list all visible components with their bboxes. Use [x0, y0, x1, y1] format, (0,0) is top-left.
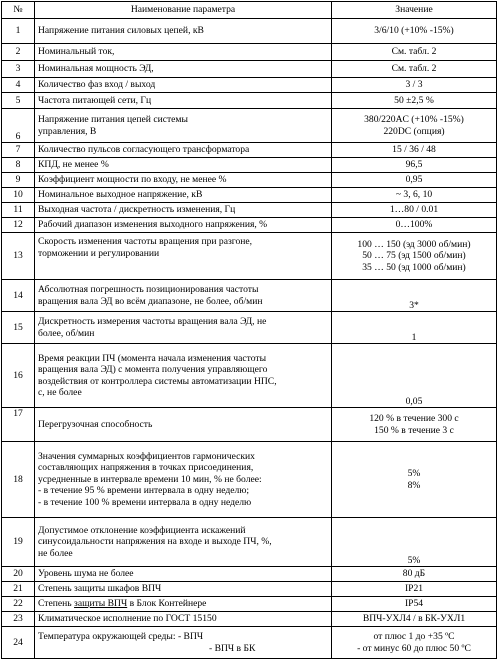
parameter-name: Коэффициент мощности по входу, не менее %	[35, 173, 332, 188]
table-header-row	[2, 2, 497, 19]
parameter-value: 0,95	[332, 173, 497, 188]
parameter-name: Абсолютная погрешность позиционирования частоты вращения вала ЭД во всём диапазоне, не более, об/мин	[35, 280, 332, 312]
parameter-name: Допустимое отклонение коэффициента искажений синусоидальности напряжения на входе и выходе ПЧ, %, не более	[35, 518, 332, 567]
row-number: 15	[2, 312, 35, 344]
parameter-value: 50 ±2,5 %	[332, 93, 497, 109]
parameter-value: 0…100%	[332, 218, 497, 233]
row-number: 1	[2, 19, 35, 44]
table-row	[2, 19, 497, 44]
parameter-name: Номинальная мощность ЭД,	[35, 61, 332, 78]
table-row	[2, 44, 497, 61]
table-row	[2, 312, 497, 344]
parameter-name: Дискретность измерения частоты вращения вала ЭД, не более, об/мин	[35, 312, 332, 344]
parameter-name: Частота питающей сети, Гц	[35, 93, 332, 109]
row-number: 23	[2, 612, 35, 627]
parameter-value: 3*	[332, 280, 497, 312]
parameter-value: от плюс 1 до +35 ºС - от минус 60 до плюс 50 ºС	[332, 627, 497, 659]
parameter-value: См. табл. 2	[332, 61, 497, 78]
parameter-value: 5% 8%	[332, 442, 497, 518]
row-number: 5	[2, 93, 35, 109]
parameter-value: 80 дБ	[332, 567, 497, 582]
table-row	[2, 612, 497, 627]
parameter-value: 96,5	[332, 158, 497, 173]
parameter-value: 3/6/10 (+10% -15%)	[332, 19, 497, 44]
row-number: 17	[2, 408, 35, 442]
table-row	[2, 93, 497, 109]
row-number: 19	[2, 518, 35, 567]
parameter-name: Количество пульсов согласующего трансформатора	[35, 143, 332, 158]
row-number: 8	[2, 158, 35, 173]
parameter-value: 3 / 3	[332, 78, 497, 93]
row-number: 24	[2, 627, 35, 659]
row-number: 6	[2, 109, 35, 143]
header-parameter: Наименование параметра	[35, 2, 332, 19]
parameter-value: См. табл. 2	[332, 44, 497, 61]
parameter-name: Напряжение питания цепей системы управления, В	[35, 109, 332, 143]
parameter-value: 120 % в течение 300 с 150 % в течение 3 с	[332, 408, 497, 442]
table-row	[2, 143, 497, 158]
row-number: 4	[2, 78, 35, 93]
row-number: 9	[2, 173, 35, 188]
parameter-value: 100 … 150 (эд 3000 об/мин) 50 … 75 (эд 1500 об/мин) 35 … 50 (эд 1000 об/мин)	[332, 233, 497, 280]
table-row	[2, 203, 497, 218]
parameter-name: Уровень шума не более	[35, 567, 332, 582]
parameter-value: IP21	[332, 582, 497, 597]
table-row	[2, 109, 497, 143]
parameter-value: 0,05	[332, 344, 497, 408]
table-row	[2, 218, 497, 233]
header-number: №	[2, 2, 35, 19]
row-number: 22	[2, 597, 35, 612]
row-number: 2	[2, 44, 35, 61]
parameter-name: Выходная частота / дискретность изменения, Гц	[35, 203, 332, 218]
row-number: 3	[2, 61, 35, 78]
parameters-table	[1, 1, 497, 659]
parameter-value: 380/220AC (+10% -15%) 220DC (опция)	[332, 109, 497, 143]
table-row	[2, 280, 497, 312]
row-number: 10	[2, 188, 35, 203]
row-number: 7	[2, 143, 35, 158]
table-row	[2, 173, 497, 188]
table-row	[2, 627, 497, 659]
row-number: 20	[2, 567, 35, 582]
parameter-name: Напряжение питания силовых цепей, кВ	[35, 19, 332, 44]
parameter-value: 1…80 / 0.01	[332, 203, 497, 218]
table-row	[2, 408, 497, 442]
table-row	[2, 188, 497, 203]
table-row	[2, 158, 497, 173]
row-number: 18	[2, 442, 35, 518]
parameter-name: Номинальное выходное напряжение, кВ	[35, 188, 332, 203]
table-row	[2, 442, 497, 518]
parameter-name: Степень защиты шкафов ВПЧ	[35, 582, 332, 597]
parameter-name: Скорость изменения частоты вращения при разгоне, торможении и регулировании	[35, 233, 332, 280]
parameter-name: Номинальный ток,	[35, 44, 332, 61]
parameter-name: Количество фаз вход / выход	[35, 78, 332, 93]
parameter-value: ~ 3, 6, 10	[332, 188, 497, 203]
row-number: 21	[2, 582, 35, 597]
parameter-name: Время реакции ПЧ (момента начала изменения частоты вращения вала ЭД) с момента получения управляющего воздействия от контроллера системы автоматизации НПС, с, не более	[35, 344, 332, 408]
table-row	[2, 567, 497, 582]
row-number: 13	[2, 233, 35, 280]
parameter-name: Температура окружающей среды: - ВПЧ - ВПЧ в БК	[35, 627, 332, 659]
table-row	[2, 61, 497, 78]
parameter-name: Степень защиты ВПЧ в Блок Контейнере	[35, 597, 332, 612]
table-row	[2, 344, 497, 408]
table-row	[2, 78, 497, 93]
parameter-value: ВПЧ-УХЛ4 / в БК-УХЛ1	[332, 612, 497, 627]
spec-sheet	[1, 1, 496, 666]
parameter-name: Климатическое исполнение по ГОСТ 15150	[35, 612, 332, 627]
row-number: 11	[2, 203, 35, 218]
parameter-name: Значения суммарных коэффициентов гармонических составляющих напряжения в точках присоединения, усредненные в интервале времени 10 мин, % не более: - в течение 95 % времени интервала в одну неделю; - в течение 100 % времени интервала в одну неделю	[35, 442, 332, 518]
parameter-name: Перегрузочная способность	[35, 408, 332, 442]
table-row	[2, 582, 497, 597]
parameter-value: IP54	[332, 597, 497, 612]
parameter-name: КПД, не менее %	[35, 158, 332, 173]
parameter-value: 15 / 36 / 48	[332, 143, 497, 158]
parameter-value: 1	[332, 312, 497, 344]
table-row	[2, 518, 497, 567]
row-number: 14	[2, 280, 35, 312]
parameter-name: Рабочий диапазон изменения выходного напряжения, %	[35, 218, 332, 233]
row-number: 16	[2, 344, 35, 408]
table-row	[2, 233, 497, 280]
table-row	[2, 597, 497, 612]
parameter-value: 5%	[332, 518, 497, 567]
header-value: Значение	[332, 2, 497, 19]
row-number: 12	[2, 218, 35, 233]
